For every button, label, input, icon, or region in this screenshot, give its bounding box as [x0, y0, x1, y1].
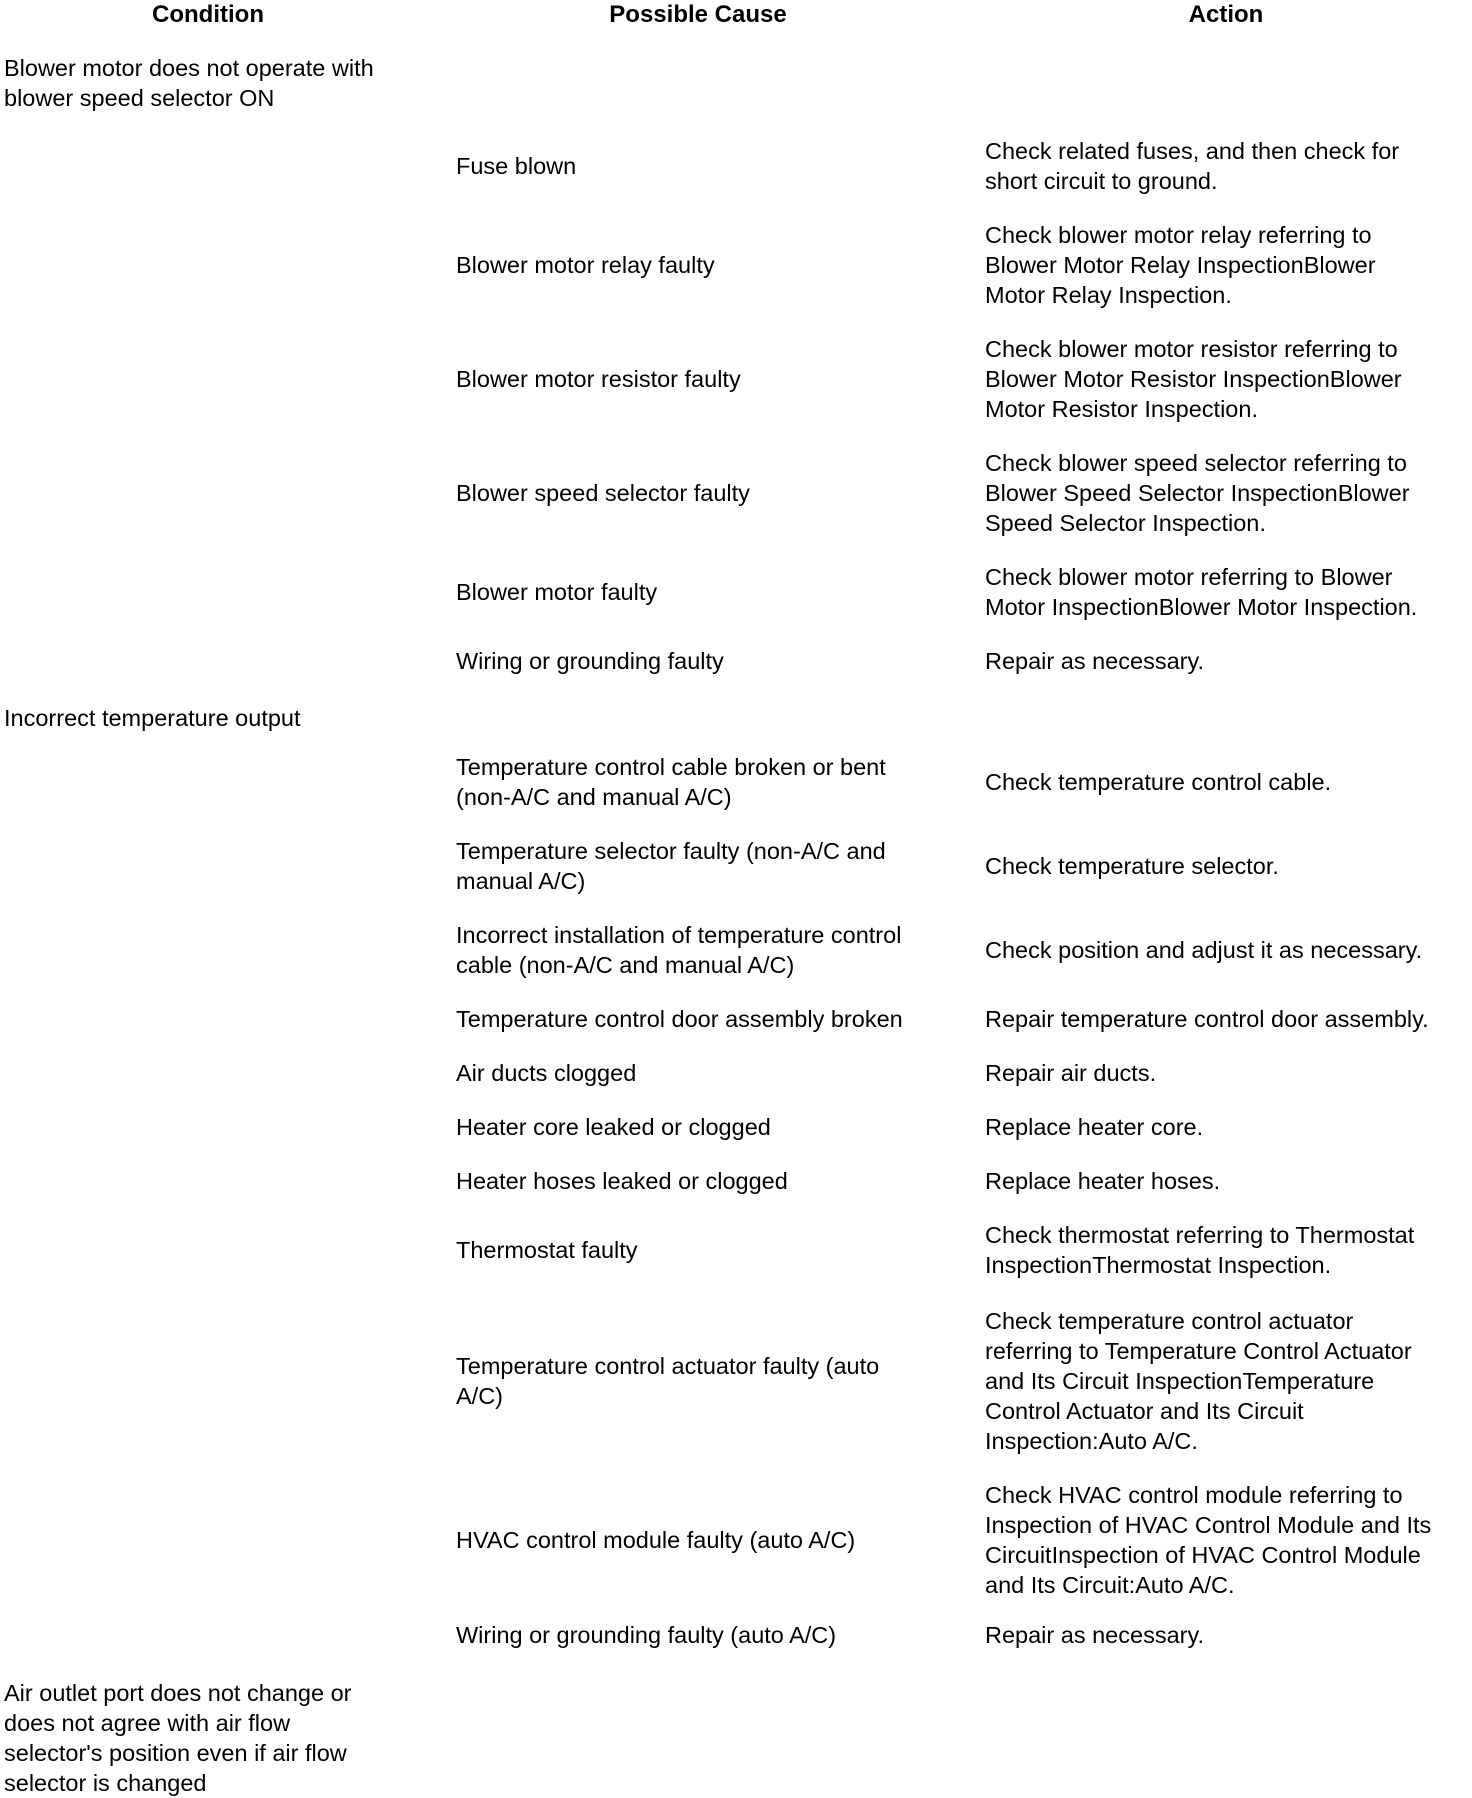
cause-cell [456, 920, 956, 980]
cause-cell-line: Temperature selector faulty (non-A/C and [456, 838, 886, 864]
action-cell-line: Motor Relay Inspection. [985, 282, 1232, 308]
action-cell [985, 935, 1472, 965]
cause-cell-line: Wiring or grounding faulty (auto A/C) [456, 1622, 837, 1648]
action-cell-line: Replace heater hoses. [985, 1168, 1221, 1194]
cause-cell-line: Fuse blown [456, 153, 577, 179]
action-cell [985, 1306, 1472, 1456]
action-cell [985, 1480, 1472, 1600]
action-cell [985, 646, 1472, 676]
action-cell [985, 448, 1472, 538]
cause-cell-line: Thermostat faulty [456, 1237, 638, 1263]
action-cell-line: Check blower motor resistor referring to [985, 336, 1398, 362]
action-cell [985, 851, 1472, 881]
cause-cell-line: cable (non-A/C and manual A/C) [456, 952, 795, 978]
action-cell [985, 220, 1472, 310]
action-cell-line: Repair air ducts. [985, 1060, 1157, 1086]
cause-cell [456, 250, 956, 280]
action-cell [985, 767, 1472, 797]
cause-cell-line: Blower motor faulty [456, 579, 658, 605]
action-cell-line: referring to Temperature Control Actuator [985, 1338, 1412, 1364]
condition-cell-line: does not agree with air flow [4, 1710, 291, 1736]
condition-cell [4, 53, 424, 113]
action-cell [985, 136, 1472, 196]
condition-cell-line: blower speed selector ON [4, 85, 275, 111]
action-cell-line: Check blower motor relay referring to [985, 222, 1372, 248]
action-cell-line: and Its Circuit:Auto A/C. [985, 1572, 1235, 1598]
action-cell [985, 334, 1472, 424]
header-action: Action [1188, 1, 1264, 28]
action-cell-line: Speed Selector Inspection. [985, 510, 1266, 536]
cause-cell [456, 1004, 956, 1034]
cause-cell-line: Blower motor resistor faulty [456, 366, 741, 392]
action-cell-line: Check thermostat referring to Thermostat [985, 1222, 1415, 1248]
cause-cell-line: Heater hoses leaked or clogged [456, 1168, 788, 1194]
condition-cell-line: Blower motor does not operate with [4, 55, 374, 81]
action-cell-line: Blower Motor Resistor InspectionBlower [985, 366, 1402, 392]
cause-cell-line: Temperature control cable broken or bent [456, 754, 886, 780]
cause-cell-line: Incorrect installation of temperature control [456, 922, 902, 948]
action-cell-line: Control Actuator and Its Circuit [985, 1398, 1304, 1424]
action-cell [985, 1004, 1472, 1034]
cause-cell-line: Heater core leaked or clogged [456, 1114, 771, 1140]
action-cell [985, 1166, 1472, 1196]
action-cell-line: Check blower speed selector referring to [985, 450, 1407, 476]
action-cell-line: Inspection of HVAC Control Module and Its [985, 1512, 1432, 1538]
action-cell-line: and Its Circuit InspectionTemperature [985, 1368, 1375, 1394]
action-cell-line: CircuitInspection of HVAC Control Module [985, 1542, 1421, 1568]
action-cell-line: Motor InspectionBlower Motor Inspection. [985, 594, 1418, 620]
cause-cell [456, 151, 956, 181]
cause-cell [456, 1166, 956, 1196]
cause-cell [456, 1235, 956, 1265]
action-cell-line: Check HVAC control module referring to [985, 1482, 1403, 1508]
cause-cell [456, 752, 956, 812]
action-cell [985, 1620, 1472, 1650]
action-cell-line: Blower Motor Relay InspectionBlower [985, 252, 1376, 278]
condition-cell-line: Incorrect temperature output [4, 705, 301, 731]
action-cell [985, 562, 1472, 622]
cause-cell-line: (non-A/C and manual A/C) [456, 784, 732, 810]
action-cell-line: Check temperature selector. [985, 853, 1279, 879]
action-cell-line: Motor Resistor Inspection. [985, 396, 1258, 422]
cause-cell [456, 577, 956, 607]
action-cell-line: short circuit to ground. [985, 168, 1218, 194]
cause-cell-line: HVAC control module faulty (auto A/C) [456, 1527, 856, 1553]
condition-cell [4, 1678, 424, 1798]
action-cell-line: Check position and adjust it as necessary. [985, 937, 1423, 963]
action-cell-line: Check temperature control actuator [985, 1308, 1354, 1334]
action-cell-line: Check temperature control cable. [985, 769, 1332, 795]
cause-cell-line: manual A/C) [456, 868, 586, 894]
action-cell-line: Repair as necessary. [985, 648, 1204, 674]
cause-cell [456, 1112, 956, 1142]
action-cell-line: Check related fuses, and then check for [985, 138, 1400, 164]
condition-cell-line: selector's position even if air flow [4, 1740, 347, 1766]
cause-cell-line: Temperature control actuator faulty (auto [456, 1353, 880, 1379]
action-cell-line: Inspection:Auto A/C. [985, 1428, 1198, 1454]
condition-cell [4, 703, 424, 733]
cause-cell-line: Blower speed selector faulty [456, 480, 750, 506]
header-possible-cause: Possible Cause [609, 1, 787, 28]
condition-cell-line: selector is changed [4, 1770, 207, 1796]
action-cell [985, 1112, 1472, 1142]
action-cell-line: Repair as necessary. [985, 1622, 1204, 1648]
condition-cell-line: Air outlet port does not change or [4, 1680, 352, 1706]
action-cell-line: Check blower motor referring to Blower [985, 564, 1393, 590]
action-cell-line: Repair temperature control door assembly. [985, 1006, 1429, 1032]
cause-cell [456, 836, 956, 896]
cause-cell [456, 1058, 956, 1088]
cause-cell-line: Blower motor relay faulty [456, 252, 715, 278]
cause-cell [456, 1351, 956, 1411]
cause-cell [456, 1620, 956, 1650]
action-cell [985, 1220, 1472, 1280]
cause-cell-line: Air ducts clogged [456, 1060, 637, 1086]
cause-cell [456, 478, 956, 508]
cause-cell [456, 646, 956, 676]
action-cell-line: Replace heater core. [985, 1114, 1204, 1140]
action-cell-line: InspectionThermostat Inspection. [985, 1252, 1332, 1278]
action-cell-line: Blower Speed Selector InspectionBlower [985, 480, 1410, 506]
cause-cell-line: Temperature control door assembly broken [456, 1006, 903, 1032]
cause-cell-line: A/C) [456, 1383, 503, 1409]
action-cell [985, 1058, 1472, 1088]
cause-cell [456, 364, 956, 394]
header-condition: Condition [152, 1, 264, 28]
cause-cell [456, 1525, 956, 1555]
cause-cell-line: Wiring or grounding faulty [456, 648, 724, 674]
